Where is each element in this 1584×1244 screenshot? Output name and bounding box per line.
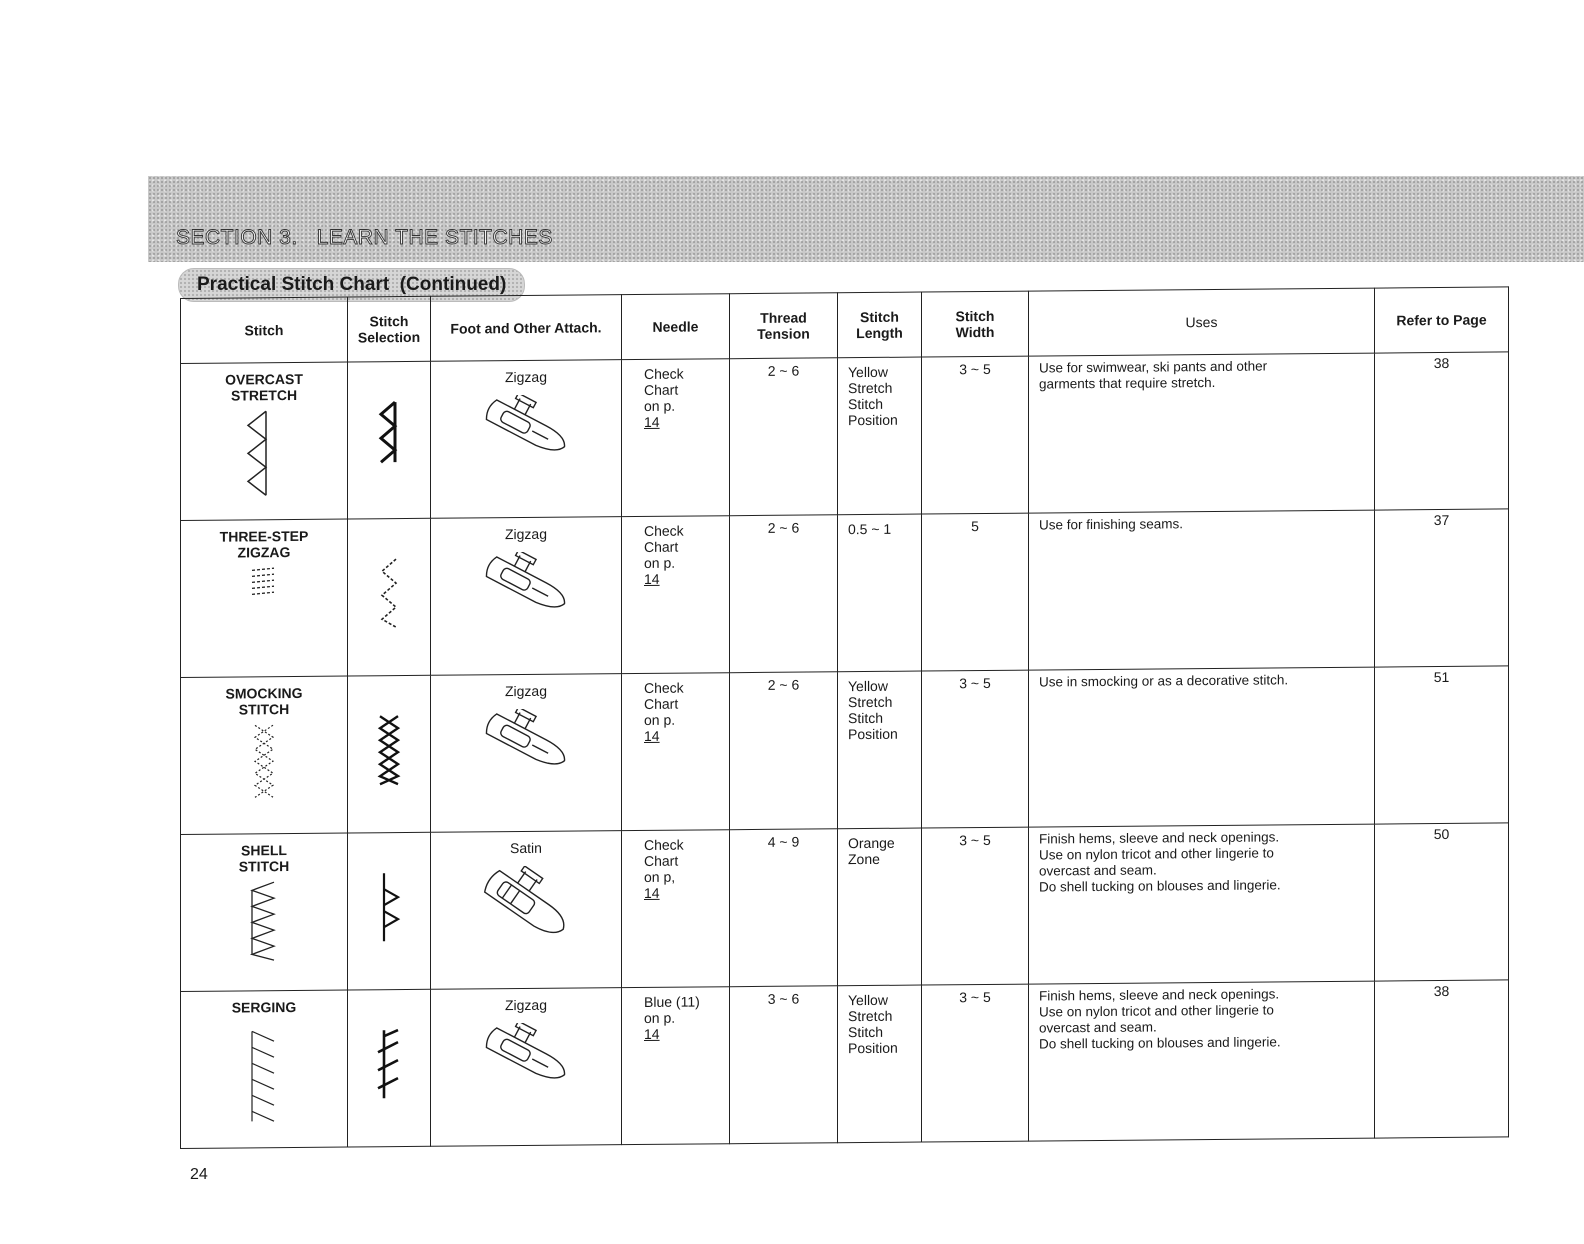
page-link: 14 [644,570,660,587]
length-text: Stitch [848,709,884,727]
length-text: Position [848,1039,898,1057]
serging-selection-icon [374,1028,404,1100]
header-row [181,287,1509,364]
needle-page-ref: on p. 14 [644,554,729,587]
table-row [181,823,1509,992]
stitch-name: STRETCH [230,386,298,404]
header-length: Stitch Length [838,292,922,358]
header-tension: Thread Tension [730,293,838,359]
shell-stitch-pattern-icon [244,880,284,962]
overcast-stretch-pattern-icon [244,409,284,497]
needle-cell [622,359,730,517]
tension-value: 4 ~ 9 [767,833,800,850]
needle-cell [622,987,730,1145]
width-value: 3 ~ 5 [959,988,991,1006]
uses-text: Do shell tucking on blouses and lingerie. [1039,877,1281,895]
needle-page-ref: on p. 14 [644,711,729,744]
stitch-name: ZIGZAG [237,544,291,561]
length-text: Orange [848,834,895,852]
page-number: 24 [190,1166,208,1183]
stitch-name: SERGING [231,998,297,1016]
uses-cell [1029,353,1375,513]
smocking-selection-icon [376,714,402,786]
uses-cell [1029,981,1375,1141]
refer-cell [1375,509,1509,667]
stitch-name: STITCH [238,701,290,718]
stitch-cell [181,362,348,520]
width-value: 3 ~ 5 [959,674,991,692]
uses-cell [1029,510,1375,670]
selection-cell [348,518,431,676]
tension-cell [730,515,838,673]
needle-cell [622,673,730,831]
stitch-cell [181,519,348,677]
serging-pattern-icon [244,1029,284,1125]
refer-page: 38 [1433,982,1450,1000]
selection-cell [348,832,431,990]
refer-page: 38 [1433,354,1450,372]
needle-cell [622,830,730,988]
table-row [181,352,1509,521]
uses-text: Use for finishing seams. [1039,516,1184,533]
tension-cell [730,358,838,516]
foot-label: Zigzag [504,996,548,1014]
refer-page: 37 [1433,511,1450,529]
width-cell [922,513,1029,671]
width-value: 3 ~ 5 [959,831,991,849]
uses-text: Finish hems, sleeve and neck openings. [1039,829,1280,847]
needle-cell [622,516,730,674]
stitch-cell [181,990,348,1148]
zigzag-foot-icon [476,709,576,780]
uses-cell [1029,824,1375,984]
selection-cell [348,675,431,833]
length-text: Stretch [848,1007,893,1025]
uses-text: overcast and seam. [1039,862,1157,879]
tension-cell [730,672,838,830]
length-text: Yellow [848,677,888,695]
refer-page: 51 [1433,668,1450,686]
length-text: 0.5 ~ 1 [848,520,892,538]
width-cell [922,827,1029,985]
length-text: Zone [848,850,880,868]
tension-cell [730,986,838,1144]
refer-cell [1375,352,1509,510]
zigzag-foot-icon [476,395,576,466]
header-width: Stitch Width [922,291,1029,357]
uses-text: Use for swimwear, ski pants and other [1039,358,1268,376]
needle-text: Chart [644,381,679,398]
three-step-zigzag-pattern-icon [244,566,284,596]
length-cell [838,828,922,986]
length-text: Stretch [848,693,893,711]
needle-text: Blue (11) [644,993,700,1010]
stitch-name: STITCH [238,858,290,875]
foot-label: Zigzag [504,525,548,543]
page-link: 14 [644,413,660,430]
needle-text: Check [644,836,684,853]
length-cell [838,514,922,672]
satin-foot-icon [476,866,576,947]
foot-label: Satin [510,839,542,857]
chart-title: Practical Stitch Chart (Continued) [197,274,507,295]
width-cell [922,984,1029,1142]
length-text: Position [848,725,898,743]
shell-stitch-selection-icon [376,871,402,943]
needle-page-ref: on p. 14 [644,397,729,430]
needle-text: Check [644,679,684,696]
selection-cell [348,361,431,519]
tension-value: 3 ~ 6 [767,990,800,1007]
foot-cell [431,674,622,833]
length-cell [838,357,922,515]
tension-value: 2 ~ 6 [767,519,800,536]
uses-text: garments that require stretch. [1039,374,1216,392]
header-refer: Refer to Page [1375,287,1509,353]
uses-text: overcast and seam. [1039,1019,1157,1036]
uses-text: Use on nylon tricot and other lingerie to [1039,1002,1274,1020]
stitch-table [180,286,1509,1149]
page-link: 14 [644,884,660,901]
uses-text: Use on nylon tricot and other lingerie to [1039,845,1274,863]
stitch-name: THREE-STEP [219,527,309,545]
tension-value: 2 ~ 6 [767,676,800,693]
refer-cell [1375,823,1509,981]
table-row [181,980,1509,1149]
uses-text: Finish hems, sleeve and neck openings. [1039,986,1280,1004]
header-uses: Uses [1029,288,1375,356]
smocking-pattern-icon [249,723,279,799]
length-text: Yellow [848,363,888,381]
needle-page-ref: on p, 14 [644,868,729,901]
overcast-stretch-selection-icon [377,400,401,466]
tension-value: 2 ~ 6 [767,362,800,379]
header-selection: Stitch Selection [348,296,431,362]
stitch-name: SMOCKING [225,684,303,702]
foot-label: Zigzag [504,682,548,700]
uses-text: Use in smocking or as a decorative stitch. [1039,672,1289,690]
foot-cell [431,988,622,1147]
page-link: 14 [644,727,660,744]
selection-cell [348,989,431,1147]
zigzag-foot-icon [476,1023,576,1094]
length-cell [838,985,922,1143]
stitch-cell [181,833,348,991]
header-foot: Foot and Other Attach. [431,295,622,362]
needle-text: Chart [644,538,679,555]
width-cell [922,670,1029,828]
zigzag-foot-icon [476,552,576,623]
refer-cell [1375,666,1509,824]
stitch-name: SHELL [241,842,287,859]
length-text: Stitch [848,395,884,413]
section-title: SECTION 3. LEARN THE STITCHES [176,226,553,249]
refer-cell [1375,980,1509,1138]
tension-cell [730,829,838,987]
length-cell [838,671,922,829]
length-text: Position [848,411,898,429]
three-step-zigzag-selection-icon [376,557,402,629]
length-text: Stitch [848,1023,884,1041]
stitch-chart [180,286,1508,1146]
length-text: Yellow [848,991,888,1009]
needle-text: Chart [644,852,679,869]
width-value: 5 [971,518,979,535]
width-value: 3 ~ 5 [959,360,991,378]
uses-text: Do shell tucking on blouses and lingerie. [1039,1034,1281,1052]
foot-cell [431,831,622,990]
table-row [181,666,1509,835]
stitch-cell [181,676,348,834]
foot-cell [431,517,622,676]
stitch-name: OVERCAST [225,370,303,388]
page-link: 14 [644,1025,660,1042]
needle-page-ref: on p. 14 [644,1009,729,1042]
needle-text: Check [644,365,684,382]
foot-cell [431,360,622,519]
header-needle: Needle [622,294,730,360]
header-stitch: Stitch [181,297,348,363]
uses-cell [1029,667,1375,827]
table-row [181,509,1509,678]
needle-text: Chart [644,695,679,712]
width-cell [922,356,1029,514]
refer-page: 50 [1433,825,1450,843]
foot-label: Zigzag [504,368,548,386]
length-text: Stretch [848,379,893,397]
needle-text: Check [644,522,684,539]
